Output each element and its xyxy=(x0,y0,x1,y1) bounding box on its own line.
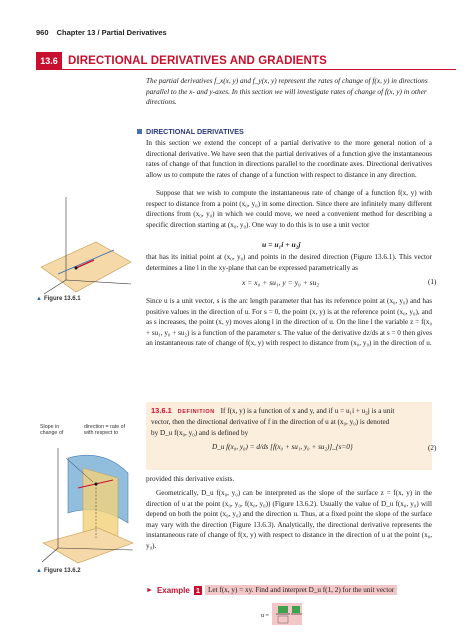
equation-number-2: (2) xyxy=(428,444,437,452)
definition-number: 13.6.1 xyxy=(151,406,172,415)
square-bullet-icon xyxy=(137,129,142,134)
example-arrow-icon: ► xyxy=(146,586,153,594)
intro-text: The partial derivatives f_x(x, y) and f_y(x, y) represent the rates of change of f(x, y) in directions parallel to the x- and y-axes. In this section we will investigate rates of change of f(x, y) in other directions. xyxy=(146,76,428,107)
figure-13-6-1-label: Figure 13.6.1 xyxy=(43,296,81,302)
paragraph-3: that has its initial point at (x₀, y₀) and points in the desired direction (Figure 13.6.1). This vector determines a line l in the xy-plane that can be expressed parametrically as xyxy=(146,253,432,272)
definition-line-2: vector, then the directional derivative of f in the direction of u at (x₀, y₀) is denoted xyxy=(151,418,390,426)
subhead xyxy=(137,127,244,136)
figure-13-6-2-caption xyxy=(36,568,81,574)
example-label: Example xyxy=(156,585,190,595)
definition-word: DEFINITION xyxy=(177,409,215,415)
equation-number-1: (1) xyxy=(428,278,437,286)
figure-13-6-2-label: Figure 13.6.2 xyxy=(43,568,81,574)
parametric-equation: x = x₀ + su₁, y = y₀ + su₂ xyxy=(242,278,320,287)
definition-line-1 xyxy=(151,406,431,418)
paragraph-2: Suppose that we wish to compute the instantaneous rate of change of a function f(x, y) with respect to distance from a point (x₀, y₀) in some direction. Since there are infinitely many different directions from (x₀, y₀) in which we could move, we need a convenient method for describing a specific direction starting at (x₀, y₀). One way to do this is to use a unit vector xyxy=(146,189,432,229)
figure-13-6-1-caption xyxy=(36,296,81,302)
chapter-title: Chapter 13 / Partial Derivatives xyxy=(56,28,167,37)
section-rule xyxy=(36,69,456,70)
figure-13-6-1-diagram xyxy=(36,192,136,302)
side-note-left xyxy=(40,424,80,437)
definition-formula: D_u f(x₀, y₀) = d/ds [f(x₀ + su₁, y₀ + su₂)]_{s=0} xyxy=(212,443,353,451)
caption-triangle-icon: ▲ xyxy=(36,568,42,574)
definition-line-3: by D_u f(x₀, y₀) and is defined by xyxy=(151,429,249,437)
page-number: 960 xyxy=(36,28,49,37)
paragraph-1: In this section we extend the concept of a partial derivative to the more general notion of a directional derivative. We have seen that the partial derivatives of a function give the instantaneous rates of change of that function in directions parallel to the coordinate axes. Directional derivatives allow us to compute the rates of change of a function with respect to distance in any direction. xyxy=(146,139,432,179)
subhead-text: DIRECTIONAL DERIVATIVES xyxy=(146,127,244,136)
caption-triangle-icon: ▲ xyxy=(36,296,42,302)
side-note-right-text: direction = rate of with respect to xyxy=(84,424,126,437)
running-head xyxy=(36,28,167,37)
example-heading xyxy=(146,585,397,595)
definition-text-1: If f(x, y) is a function of x and y, and if u = u₁i + u₂j is a unit xyxy=(220,407,395,415)
example-text: Let f(x, y) = xy. Find and interpret D_u f(1, 2) for the unit vector xyxy=(205,585,397,595)
paragraph-5: Geometrically, D_u f(x₀, y₀) can be interpreted as the slope of the surface z = f(x, y) in the direction of u at the point (x₀, y₀, f(x₀, y₀)) (Figure 13.6.2). Usually the value of D_u f(x₀, y₀) will depend on both the point (x₀, y₀) and the direction u. Thus, at a fixed point the slope of the surface may vary with the direction (Figure 13.6.3). Analytically, the directional derivative represents the instantaneous rate of change of f(x, y) with respect to distance in the direction of u at the point (x₀, y₀). xyxy=(146,489,432,550)
svg-text:u =: u = xyxy=(261,613,269,619)
definition-proviso: provided this derivative exists. xyxy=(146,475,235,483)
example-number: 1 xyxy=(195,585,201,595)
figure-13-6-2-diagram xyxy=(38,448,138,568)
section-header xyxy=(36,52,456,69)
paragraph-4: Since u is a unit vector, s is the arc length parameter that has its reference point at (x₀, y₀) and has positive values in the direction of u. For s = 0, the point (x, y) is at the reference point (x₀, y₀), and as s increases, the point (x, y) moves along l in the direction of u. On the line l the variable z = f(x₀ + su₁, y₀ + su₂) is a function of the parameter s. The value of the derivative dz/ds at s = 0 then gives an instantaneous rate of change of f(x, y) with respect to distance from (x₀, y₀) in the direction of u. xyxy=(146,297,433,347)
side-note-left-text: Slope in change of xyxy=(40,424,64,437)
unit-vector-fraction-image xyxy=(258,603,318,625)
unit-vector-equation: u = u₁i + u₂j xyxy=(262,240,301,249)
section-number: 13.6 xyxy=(36,52,62,69)
side-note-right xyxy=(84,424,138,437)
section-title: DIRECTIONAL DERIVATIVES AND GRADIENTS xyxy=(68,54,327,67)
